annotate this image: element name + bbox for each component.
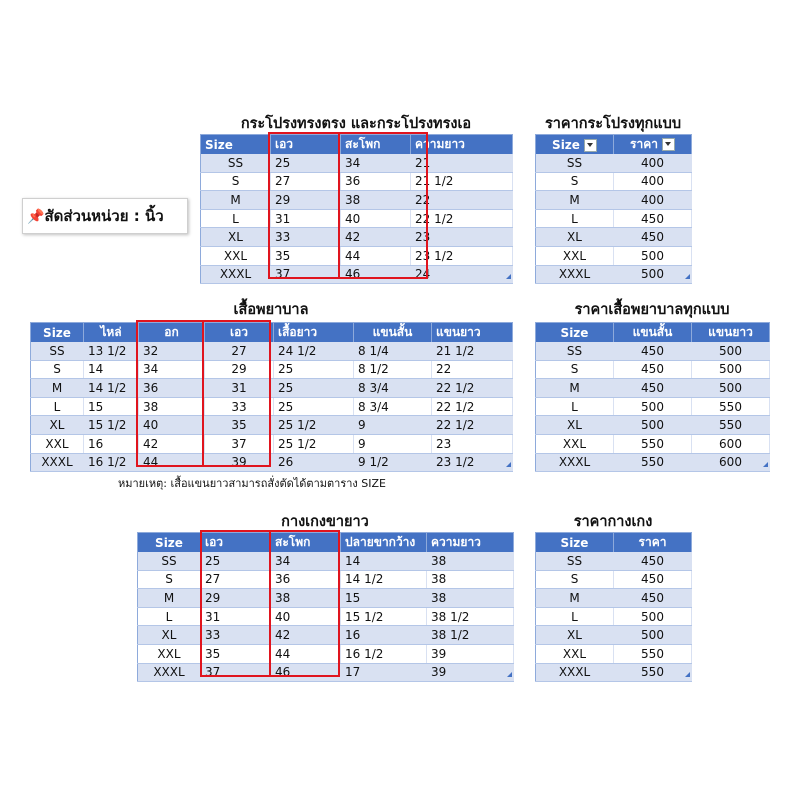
- column-header-label: แขนยาว: [436, 325, 481, 339]
- table-cell[interactable]: 38: [341, 191, 411, 210]
- table-cell[interactable]: L: [138, 607, 201, 626]
- column-header-label: ราคา: [630, 137, 658, 151]
- table-cell[interactable]: 550: [614, 434, 692, 453]
- column-header-label: ปลายขากว้าง: [345, 535, 416, 549]
- column-header: [201, 135, 271, 155]
- shirt-price-section: [535, 298, 769, 468]
- table-cell[interactable]: S: [536, 360, 614, 379]
- table-cell[interactable]: 44: [341, 246, 411, 265]
- column-header: [614, 323, 692, 343]
- column-header-label: สะโพก: [275, 535, 311, 549]
- column-header: [614, 135, 692, 155]
- table-cell[interactable]: 27: [201, 570, 271, 589]
- table-cell[interactable]: 29: [271, 191, 341, 210]
- table-cell[interactable]: 32: [139, 342, 205, 360]
- table-cell[interactable]: 14 1/2: [84, 379, 139, 398]
- table-cell[interactable]: 450: [614, 379, 692, 398]
- table-cell[interactable]: 22 1/2: [432, 397, 513, 416]
- table-row: [31, 342, 513, 360]
- table-cell[interactable]: 9: [354, 416, 432, 435]
- table-cell[interactable]: 21 1/2: [432, 342, 513, 360]
- column-header: [271, 533, 341, 553]
- table-cell[interactable]: XXL: [31, 434, 84, 453]
- table-cell[interactable]: 46: [271, 663, 341, 682]
- table-row: [536, 570, 692, 589]
- table-cell[interactable]: 500: [614, 246, 692, 265]
- table-row: [31, 453, 513, 472]
- table-cell[interactable]: SS: [536, 552, 614, 570]
- table-cell[interactable]: 450: [614, 342, 692, 360]
- column-header-label: Size: [552, 137, 580, 152]
- table-row: [201, 209, 513, 228]
- table-cell[interactable]: 500: [614, 265, 692, 284]
- table-cell[interactable]: 31: [201, 607, 271, 626]
- table-row: [536, 360, 770, 379]
- column-header-label: เอว: [205, 535, 224, 549]
- filter-dropdown-icon[interactable]: [584, 139, 597, 152]
- column-header: [271, 135, 341, 155]
- table-cell[interactable]: 42: [139, 434, 205, 453]
- column-header-label: เอว: [229, 325, 249, 339]
- table-cell[interactable]: 550: [614, 663, 692, 682]
- table-row: [31, 416, 513, 435]
- table-cell[interactable]: 450: [614, 360, 692, 379]
- column-header: [84, 323, 139, 343]
- table-row: [536, 172, 692, 191]
- table-cell[interactable]: 31: [205, 379, 274, 398]
- table-cell[interactable]: XXXL: [536, 453, 614, 472]
- table-cell[interactable]: 35: [271, 246, 341, 265]
- table-row: [201, 265, 513, 284]
- column-header-label: ความยาว: [415, 137, 465, 151]
- table-resize-handle[interactable]: [506, 274, 511, 279]
- table-cell[interactable]: S: [536, 172, 614, 191]
- table-row: [138, 663, 514, 682]
- column-header: [536, 135, 614, 155]
- table-cell[interactable]: 500: [692, 342, 770, 360]
- table-cell[interactable]: 33: [271, 228, 341, 247]
- table-cell[interactable]: SS: [536, 342, 614, 360]
- table-cell[interactable]: 46: [341, 265, 411, 284]
- table-cell[interactable]: XXL: [201, 246, 271, 265]
- column-header: [536, 323, 614, 343]
- column-header: [274, 323, 354, 343]
- table-cell[interactable]: 38 1/2: [427, 626, 514, 645]
- skirt-size-section: [200, 112, 512, 280]
- column-header-label: Size: [43, 325, 71, 340]
- table-cell[interactable]: 25 1/2: [274, 434, 354, 453]
- column-header: [205, 323, 274, 343]
- skirt-price-title: ราคากระโปรงทุกแบบ: [544, 116, 682, 132]
- table-cell[interactable]: 38: [427, 589, 514, 608]
- table-cell[interactable]: 550: [692, 397, 770, 416]
- table-row: [31, 360, 513, 379]
- table-cell[interactable]: 450: [614, 552, 692, 570]
- table-row: [536, 589, 692, 608]
- table-cell[interactable]: S: [138, 570, 201, 589]
- table-cell[interactable]: 15: [84, 397, 139, 416]
- table-cell[interactable]: XXL: [536, 246, 614, 265]
- table-row: [536, 663, 692, 682]
- skirt-size-table: [200, 134, 513, 284]
- table-cell[interactable]: 550: [614, 453, 692, 472]
- column-header: [31, 323, 84, 343]
- column-header-label: แขนสั้น: [632, 325, 673, 339]
- column-header: [536, 533, 614, 553]
- table-cell[interactable]: 39: [427, 644, 514, 663]
- table-cell[interactable]: L: [201, 209, 271, 228]
- table-row: [201, 191, 513, 210]
- table-cell[interactable]: 500: [614, 626, 692, 645]
- table-row: [201, 228, 513, 247]
- table-cell[interactable]: 23 1/2: [411, 246, 513, 265]
- table-cell[interactable]: XXL: [536, 644, 614, 663]
- table-cell[interactable]: 35: [201, 644, 271, 663]
- pants-price-title: ราคากางเกง: [573, 514, 653, 530]
- table-cell[interactable]: 15: [341, 589, 427, 608]
- column-header-label: Size: [560, 325, 589, 340]
- column-header-label: Size: [155, 535, 183, 550]
- table-row: [536, 434, 770, 453]
- table-cell[interactable]: M: [536, 589, 614, 608]
- table-resize-handle[interactable]: [685, 672, 690, 677]
- column-header-label: สะโพก: [345, 137, 381, 151]
- table-row: [536, 379, 770, 398]
- shirt-size-title: เสื้อพยาบาล: [233, 302, 309, 318]
- column-header: [411, 135, 513, 155]
- table-cell[interactable]: 400: [614, 172, 692, 191]
- table-cell[interactable]: 36: [341, 172, 411, 191]
- table-cell[interactable]: 500: [692, 360, 770, 379]
- pants-price-table: [535, 532, 692, 682]
- column-header-label: ราคา: [638, 535, 667, 549]
- table-row: [201, 154, 513, 172]
- table-cell[interactable]: 15 1/2: [341, 607, 427, 626]
- table-cell[interactable]: S: [536, 570, 614, 589]
- filter-dropdown-icon[interactable]: [662, 138, 675, 151]
- table-cell[interactable]: 21 1/2: [411, 172, 513, 191]
- table-cell[interactable]: XXXL: [536, 265, 614, 284]
- column-header-label: Size: [205, 137, 233, 152]
- table-cell[interactable]: 42: [271, 626, 341, 645]
- table-cell[interactable]: 38: [427, 570, 514, 589]
- table-cell[interactable]: 23: [411, 228, 513, 247]
- skirt-size-title: กระโปรงทรงตรง และกระโปรงทรงเอ: [240, 116, 472, 132]
- table-cell[interactable]: 25: [274, 397, 354, 416]
- table-cell[interactable]: 25 1/2: [274, 416, 354, 435]
- table-row: [138, 570, 514, 589]
- table-cell[interactable]: 21: [411, 154, 513, 172]
- table-cell[interactable]: 39: [205, 453, 274, 472]
- table-cell[interactable]: 450: [614, 570, 692, 589]
- column-header-label: Size: [560, 535, 589, 550]
- table-cell[interactable]: 33: [201, 626, 271, 645]
- table-cell[interactable]: 400: [614, 154, 692, 172]
- table-cell[interactable]: 500: [692, 379, 770, 398]
- table-cell[interactable]: 33: [205, 397, 274, 416]
- table-cell[interactable]: XL: [138, 626, 201, 645]
- table-cell[interactable]: L: [31, 397, 84, 416]
- table-cell[interactable]: 14: [341, 552, 427, 570]
- table-row: [536, 552, 692, 570]
- table-cell[interactable]: 450: [614, 209, 692, 228]
- table-cell[interactable]: 42: [341, 228, 411, 247]
- table-row: [536, 342, 770, 360]
- table-cell[interactable]: L: [536, 607, 614, 626]
- table-row: [138, 552, 514, 570]
- table-cell[interactable]: SS: [536, 154, 614, 172]
- table-cell[interactable]: 25: [201, 552, 271, 570]
- table-cell[interactable]: 36: [139, 379, 205, 398]
- table-cell[interactable]: XL: [536, 416, 614, 435]
- table-cell[interactable]: 34: [139, 360, 205, 379]
- table-cell[interactable]: 550: [614, 644, 692, 663]
- table-cell[interactable]: 400: [614, 191, 692, 210]
- table-cell[interactable]: 25: [274, 379, 354, 398]
- table-cell[interactable]: 16 1/2: [341, 644, 427, 663]
- table-cell[interactable]: 23: [432, 434, 513, 453]
- table-cell[interactable]: 34: [271, 552, 341, 570]
- unit-note-text: สัดส่วนหน่วย : นิ้ว: [44, 207, 164, 225]
- table-row: [536, 626, 692, 645]
- unit-note: [22, 198, 188, 234]
- table-row: [31, 434, 513, 453]
- table-row: [536, 191, 692, 210]
- pants-size-title: กางเกงขายาว: [281, 514, 369, 530]
- pants-price-section: [535, 510, 691, 678]
- table-cell[interactable]: M: [201, 191, 271, 210]
- column-header-label: อก: [164, 325, 179, 339]
- shirt-price-table: [535, 322, 770, 472]
- column-header-label: ความยาว: [431, 535, 481, 549]
- table-cell[interactable]: 13 1/2: [84, 342, 139, 360]
- remark-text: หมายเหตุ: เสื้อแขนยาวสามารถสั่งตัดได้ตามตาราง SIZE: [118, 477, 386, 490]
- table-row: [536, 416, 770, 435]
- table-resize-handle[interactable]: [685, 274, 690, 279]
- table-cell[interactable]: 38: [271, 589, 341, 608]
- pants-size-section: [137, 510, 513, 678]
- table-cell[interactable]: SS: [138, 552, 201, 570]
- column-header: [201, 533, 271, 553]
- table-cell[interactable]: L: [536, 397, 614, 416]
- shirt-size-section: [30, 298, 512, 468]
- table-cell[interactable]: 22: [411, 191, 513, 210]
- table-row: [138, 607, 514, 626]
- table-cell[interactable]: 44: [139, 453, 205, 472]
- table-resize-handle[interactable]: [507, 672, 512, 677]
- table-cell[interactable]: 39: [427, 663, 514, 682]
- table-cell[interactable]: XL: [31, 416, 84, 435]
- table-cell[interactable]: 22: [432, 360, 513, 379]
- table-cell[interactable]: 40: [341, 209, 411, 228]
- table-cell[interactable]: M: [536, 379, 614, 398]
- column-header: [432, 323, 513, 343]
- column-header: [614, 533, 692, 553]
- table-cell[interactable]: 25: [274, 360, 354, 379]
- table-cell[interactable]: 8 1/4: [354, 342, 432, 360]
- table-row: [31, 397, 513, 416]
- table-cell[interactable]: 600: [692, 434, 770, 453]
- table-cell[interactable]: 500: [614, 397, 692, 416]
- table-row: [201, 246, 513, 265]
- table-cell[interactable]: 29: [205, 360, 274, 379]
- pants-size-table: [137, 532, 514, 682]
- table-cell[interactable]: 17: [341, 663, 427, 682]
- column-header: [427, 533, 514, 553]
- column-header-label: แขนสั้น: [372, 325, 413, 339]
- table-cell[interactable]: XXXL: [138, 663, 201, 682]
- table-cell[interactable]: M: [138, 589, 201, 608]
- table-cell[interactable]: 40: [139, 416, 205, 435]
- table-cell[interactable]: L: [536, 209, 614, 228]
- table-cell[interactable]: XXXL: [536, 663, 614, 682]
- table-row: [536, 607, 692, 626]
- table-cell[interactable]: 16: [84, 434, 139, 453]
- table-cell[interactable]: 37: [205, 434, 274, 453]
- column-header: [138, 533, 201, 553]
- table-row: [201, 172, 513, 191]
- table-cell[interactable]: XXL: [536, 434, 614, 453]
- table-cell[interactable]: 34: [341, 154, 411, 172]
- column-header: [139, 323, 205, 343]
- skirt-price-table: [535, 134, 692, 284]
- table-cell[interactable]: XXXL: [31, 453, 84, 472]
- table-row: [536, 644, 692, 663]
- table-cell[interactable]: 16 1/2: [84, 453, 139, 472]
- table-cell[interactable]: XXXL: [201, 265, 271, 284]
- table-cell[interactable]: 9: [354, 434, 432, 453]
- table-cell[interactable]: 500: [614, 607, 692, 626]
- table-cell[interactable]: 9 1/2: [354, 453, 432, 472]
- table-cell[interactable]: 450: [614, 589, 692, 608]
- column-header: [341, 533, 427, 553]
- table-row: [536, 154, 692, 172]
- table-cell[interactable]: 25: [271, 154, 341, 172]
- table-cell[interactable]: S: [31, 360, 84, 379]
- table-cell[interactable]: 35: [205, 416, 274, 435]
- table-cell[interactable]: SS: [201, 154, 271, 172]
- table-cell[interactable]: 22 1/2: [411, 209, 513, 228]
- table-cell[interactable]: 8 3/4: [354, 397, 432, 416]
- table-cell[interactable]: 38: [427, 552, 514, 570]
- table-cell[interactable]: 500: [614, 416, 692, 435]
- table-cell[interactable]: XL: [201, 228, 271, 247]
- table-cell[interactable]: XL: [536, 626, 614, 645]
- table-cell[interactable]: 29: [201, 589, 271, 608]
- table-cell[interactable]: 550: [692, 416, 770, 435]
- table-row: [536, 397, 770, 416]
- table-cell[interactable]: 27: [205, 342, 274, 360]
- column-header: [692, 323, 770, 343]
- table-cell[interactable]: 27: [271, 172, 341, 191]
- table-cell[interactable]: 14: [84, 360, 139, 379]
- table-cell[interactable]: 15 1/2: [84, 416, 139, 435]
- table-row: [536, 209, 692, 228]
- table-cell[interactable]: M: [31, 379, 84, 398]
- table-row: [138, 644, 514, 663]
- table-cell[interactable]: 37: [271, 265, 341, 284]
- table-cell[interactable]: XXL: [138, 644, 201, 663]
- table-row: [536, 453, 770, 472]
- column-header-label: เสื้อยาว: [278, 325, 318, 339]
- shirt-price-title: ราคาเสื้อพยาบาลทุกแบบ: [574, 302, 730, 318]
- pushpin-icon: 📌: [27, 209, 45, 225]
- table-cell[interactable]: 22 1/2: [432, 379, 513, 398]
- column-header-label: เอว: [275, 137, 294, 151]
- table-cell[interactable]: 44: [271, 644, 341, 663]
- table-cell[interactable]: M: [536, 191, 614, 210]
- table-cell[interactable]: 24: [411, 265, 513, 284]
- table-cell[interactable]: 24 1/2: [274, 342, 354, 360]
- table-cell[interactable]: XL: [536, 228, 614, 247]
- table-cell[interactable]: 36: [271, 570, 341, 589]
- table-row: [138, 589, 514, 608]
- column-header-label: แขนยาว: [708, 325, 753, 339]
- table-row: [138, 626, 514, 645]
- table-cell[interactable]: 8 3/4: [354, 379, 432, 398]
- table-row: [536, 246, 692, 265]
- table-row: [536, 228, 692, 247]
- table-cell[interactable]: 26: [274, 453, 354, 472]
- table-cell[interactable]: SS: [31, 342, 84, 360]
- table-cell[interactable]: 22 1/2: [432, 416, 513, 435]
- column-header: [354, 323, 432, 343]
- table-cell[interactable]: 37: [201, 663, 271, 682]
- table-cell[interactable]: 40: [271, 607, 341, 626]
- table-row: [31, 379, 513, 398]
- table-cell[interactable]: 8 1/2: [354, 360, 432, 379]
- column-header: [341, 135, 411, 155]
- table-cell[interactable]: 16: [341, 626, 427, 645]
- shirt-size-table: [30, 322, 513, 472]
- column-header-label: ไหล่: [100, 325, 122, 339]
- table-cell[interactable]: 38 1/2: [427, 607, 514, 626]
- table-cell[interactable]: S: [201, 172, 271, 191]
- table-cell[interactable]: 23 1/2: [432, 453, 513, 472]
- table-cell[interactable]: 600: [692, 453, 770, 472]
- skirt-price-section: [535, 112, 691, 280]
- table-row: [536, 265, 692, 284]
- table-resize-handle[interactable]: [506, 462, 511, 467]
- table-cell[interactable]: 31: [271, 209, 341, 228]
- table-cell[interactable]: 38: [139, 397, 205, 416]
- table-resize-handle[interactable]: [763, 462, 768, 467]
- table-cell[interactable]: 14 1/2: [341, 570, 427, 589]
- table-cell[interactable]: 450: [614, 228, 692, 247]
